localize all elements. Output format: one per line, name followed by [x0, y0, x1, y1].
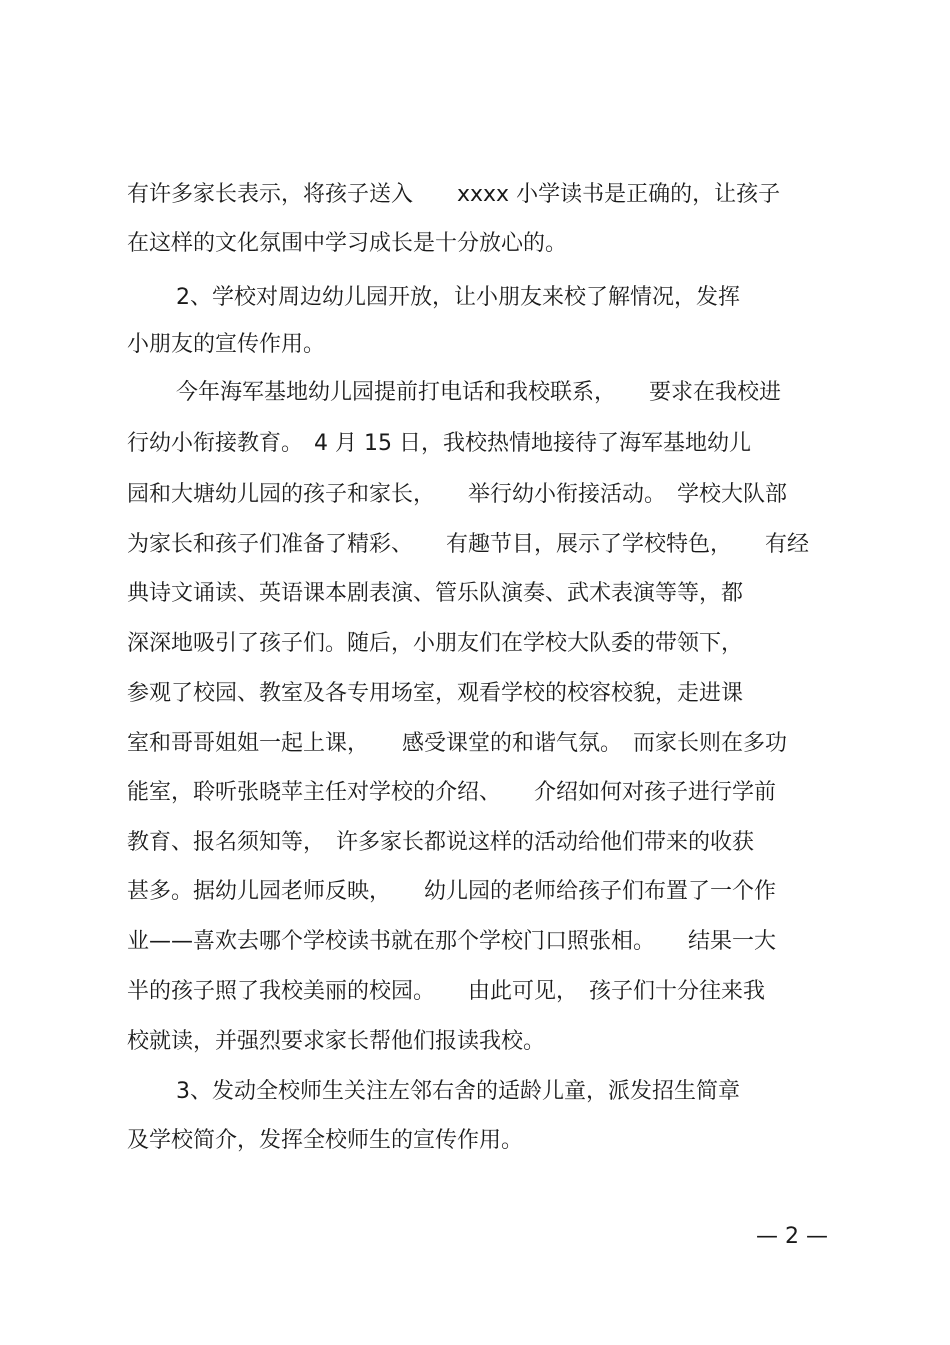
page-number: — 2 — — [756, 1224, 828, 1249]
text-line: 室和哥哥姐姐一起上课， 感受课堂的和谐气氛。 而家长则在多功 — [127, 731, 788, 756]
text-line: 业——喜欢去哪个学校读书就在那个学校门口照张相。 结果一大 — [127, 929, 777, 954]
text-line: 在这样的文化氛围中学习成长是十分放心的。 — [127, 231, 568, 256]
text-line: 参观了校园、教室及各专用场室，观看学校的校容校貌，走进课 — [127, 681, 744, 706]
text-line: 小朋友的宣传作用。 — [127, 332, 326, 357]
text-line: 典诗文诵读、英语课本剧表演、管乐队演奏、武术表演等等，都 — [127, 581, 744, 606]
text-line: 园和大塘幼儿园的孩子和家长， 举行幼小衔接活动。 学校大队部 — [127, 482, 788, 507]
text-line: 及学校简介，发挥全校师生的宣传作用。 — [127, 1128, 524, 1153]
text-line: 半的孩子照了我校美丽的校园。 由此可见， 孩子们十分往来我 — [127, 979, 766, 1004]
text-line: 今年海军基地幼儿园提前打电话和我校联系， 要求在我校进 — [176, 380, 782, 405]
text-line: 能室，聆听张晓苹主任对学校的介绍、 介绍如何对孩子进行学前 — [127, 780, 777, 805]
text-line: 3、发动全校师生关注左邻右舍的适龄儿童，派发招生简章 — [176, 1079, 740, 1104]
text-line: 2、学校对周边幼儿园开放，让小朋友来校了解情况，发挥 — [176, 285, 740, 310]
text-line: 行幼小衔接教育。 4 月 15 日，我校热情地接待了海军基地幼儿 — [127, 431, 751, 456]
text-line: 校就读，并强烈要求家长帮他们报读我校。 — [127, 1029, 546, 1054]
text-line: 深深地吸引了孩子们。随后，小朋友们在学校大队委的带领下， — [127, 631, 744, 656]
text-line: 教育、报名须知等， 许多家长都说这样的活动给他们带来的收获 — [127, 830, 755, 855]
text-line: 为家长和孩子们准备了精彩、 有趣节目，展示了学校特色， 有经 — [127, 532, 810, 557]
text-line: 有许多家长表示，将孩子送入 xxxx 小学读书是正确的，让孩子 — [127, 182, 781, 207]
text-line: 甚多。据幼儿园老师反映， 幼儿园的老师给孩子们布置了一个作 — [127, 879, 777, 904]
